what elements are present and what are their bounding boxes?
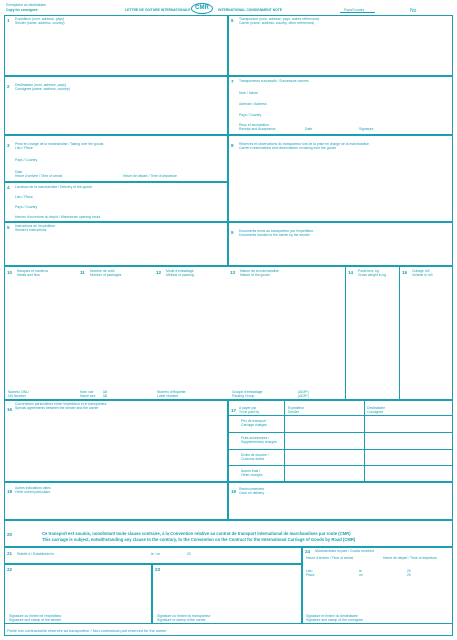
field-22-sender-signature[interactable]: 22 Signature ou timbre de l'expéditeur Signature and stamp of the sender <box>4 564 152 624</box>
cmr-logo: CMR <box>191 3 213 14</box>
field-5-instructions[interactable]: 5 Instructions de l'expéditeur Sender's instructions <box>4 222 228 266</box>
field-14-label-fr: Poids brut, kg <box>358 269 379 273</box>
field-4-delivery[interactable]: 4 Livraison de la marchandise / Delivery of the goods Lieu / Place Pays / Country Heures d'ouverture du dépôt / Warehouse opening hours <box>4 182 228 222</box>
title-fr: LETTRE DE VOITURE INTERNATIONALE <box>125 8 191 12</box>
field-2-consignee[interactable]: 2 Destinataire (nom, adresse, pays) Consignee (name, address, country) <box>4 76 228 135</box>
country-label: Pays/Country <box>344 8 365 12</box>
label-number-fr: Numéro d'étiquette <box>157 390 186 394</box>
field-14-num: 14 <box>348 270 354 275</box>
footer-noncontractual: Partie non contractuelle réservée au transporteur / Non-contractual part reserved for the carrier <box>7 629 167 633</box>
charge-other-en: Other charges <box>241 473 263 477</box>
field-1-sender[interactable]: 1 Expéditeur (nom, adresse, pays) Sender (name, address, country) <box>4 15 228 76</box>
adr-mark-2: (ADR*) <box>298 394 309 398</box>
field-9-documents[interactable]: 9 Documents remis au transporteur par l'expéditeur Documents handed to the carrier by the sender <box>228 222 453 266</box>
packing-group-en: Packing Group <box>232 394 255 398</box>
name-see-fr: Nom voir <box>80 390 94 394</box>
goods-table <box>4 266 453 400</box>
field-13-label-en: Nature of the goods <box>240 273 270 277</box>
field-6-carrier[interactable]: 6 Transporteur (nom, adresse, pays, autres références) Carrier (name, address, country, other references) <box>228 15 453 76</box>
field-24-goods-received[interactable]: 24 Marchandises reçues / Goods received Heure d'arrivée / Time of arrival Heure de départ / Time of departure Lieu Place le on 20 20 Signature et timbre du destinataire Signature and stamp of the consignee <box>302 547 453 624</box>
charge-customs-fr: Droits de douane / <box>241 453 269 457</box>
field-7-successive-carriers[interactable]: 7 Transporteurs successifs / Successive carriers Nom / Name Adresse / Address Pays / Country Reçu et acceptation Receipt and Acceptance Date Signature <box>228 76 453 135</box>
field-15-label-fr: Cubage m3 <box>412 269 430 273</box>
field-21-established[interactable]: 21 Etablie à / Established in le / on 20 <box>4 547 302 564</box>
field-14-label-en: Gross weight in kg <box>358 273 386 277</box>
charge-customs-en: Customs duties <box>241 457 265 461</box>
see-13-b: 13 <box>103 394 107 398</box>
field-8-reservations[interactable]: 8 Réserves et observations du transporteur lors de la prise en charge de la marchandise Carrier's reservations and observations on taking over the goods <box>228 135 453 222</box>
field-12-label-en: Method of packing <box>166 273 194 277</box>
field-15-num: 15 <box>402 270 408 275</box>
field-23-carrier-signature[interactable]: 23 Signature ou timbre du transporteur Signature or stamp of the carrier <box>152 564 302 624</box>
convention-text-fr: Ce transport est soumis, nonobstant toute clause contraire, à la Convention relative au contrat de transport international de marchandises par route (CMR) <box>42 531 351 536</box>
field-20-convention: 20 <box>4 520 453 547</box>
charge-carriage-en: Carriage charges <box>241 423 268 427</box>
field-12-num: 12 <box>156 270 162 275</box>
field-18-other-particulars[interactable]: 18 Autres indications utiles Other useful particulars <box>4 482 228 520</box>
label-number-en: Label Number <box>157 394 179 398</box>
un-number-en: UN Number <box>8 394 26 398</box>
field-10-label-en: Marks and Nos <box>17 273 40 277</box>
field-16-special-agreements[interactable]: 16 Conventions particulières entre l'expéditeur et le transporteur Special agreements between the sender and the carrier <box>4 400 228 482</box>
copy-type-en: Copy for consignee <box>6 8 38 12</box>
field-3-taking-over[interactable]: 3 Prise en charge de la marchandise / Taking over the goods Lieu / Place Pays / Country Date Heure d'arrivée / Time of arrival Heure de départ / Time of departure <box>4 135 228 182</box>
copy-type-fr: Exemplaire du destinataire <box>6 3 47 7</box>
field-11-num: 11 <box>80 270 85 275</box>
field-13-label-fr: Nature de la marchandise <box>240 269 279 273</box>
field-15-label-en: Volume in m3 <box>412 273 433 277</box>
adr-mark-1: (ADR*) <box>298 390 309 394</box>
title-en: INTERNATIONAL CONSIGNMENT NOTE <box>218 8 283 12</box>
field-10-label-fr: Marques et numéros <box>17 269 49 273</box>
charge-other-fr: Autres frais / <box>241 469 261 473</box>
un-number-fr: Numéro ONU <box>8 390 29 394</box>
charge-supplementary-en: Supplementary charges <box>241 440 277 444</box>
field-11-label-en: Number of packages <box>90 273 122 277</box>
convention-text-en: This carriage is subject, notwithstanding any clause to the contrary, to the Convention on the Contract for the International Carriage of Goods by Road (CMR) <box>42 537 356 542</box>
field-13-num: 13 <box>230 270 236 275</box>
field-11-label-fr: Nombre de colis <box>90 269 115 273</box>
field-12-label-fr: Mode d'emballage <box>166 269 194 273</box>
see-13-a: 13 <box>103 390 107 394</box>
charge-carriage-fr: Prix de transport <box>241 419 266 423</box>
field-19-cash-on-delivery[interactable]: 19 Remboursement Cash on delivery <box>228 482 453 520</box>
name-see-en: Name see <box>80 394 96 398</box>
field-17-to-be-paid-by: 17 A payer par To be paid by Expéditeur Sender Destinataire Consignee <box>228 400 453 482</box>
field-10-num: 10 <box>7 270 13 275</box>
packing-group-fr: Groupe d'emballage <box>232 390 263 394</box>
charge-supplementary-fr: Frais accessoires / <box>241 436 270 440</box>
number-label: No <box>410 8 417 14</box>
